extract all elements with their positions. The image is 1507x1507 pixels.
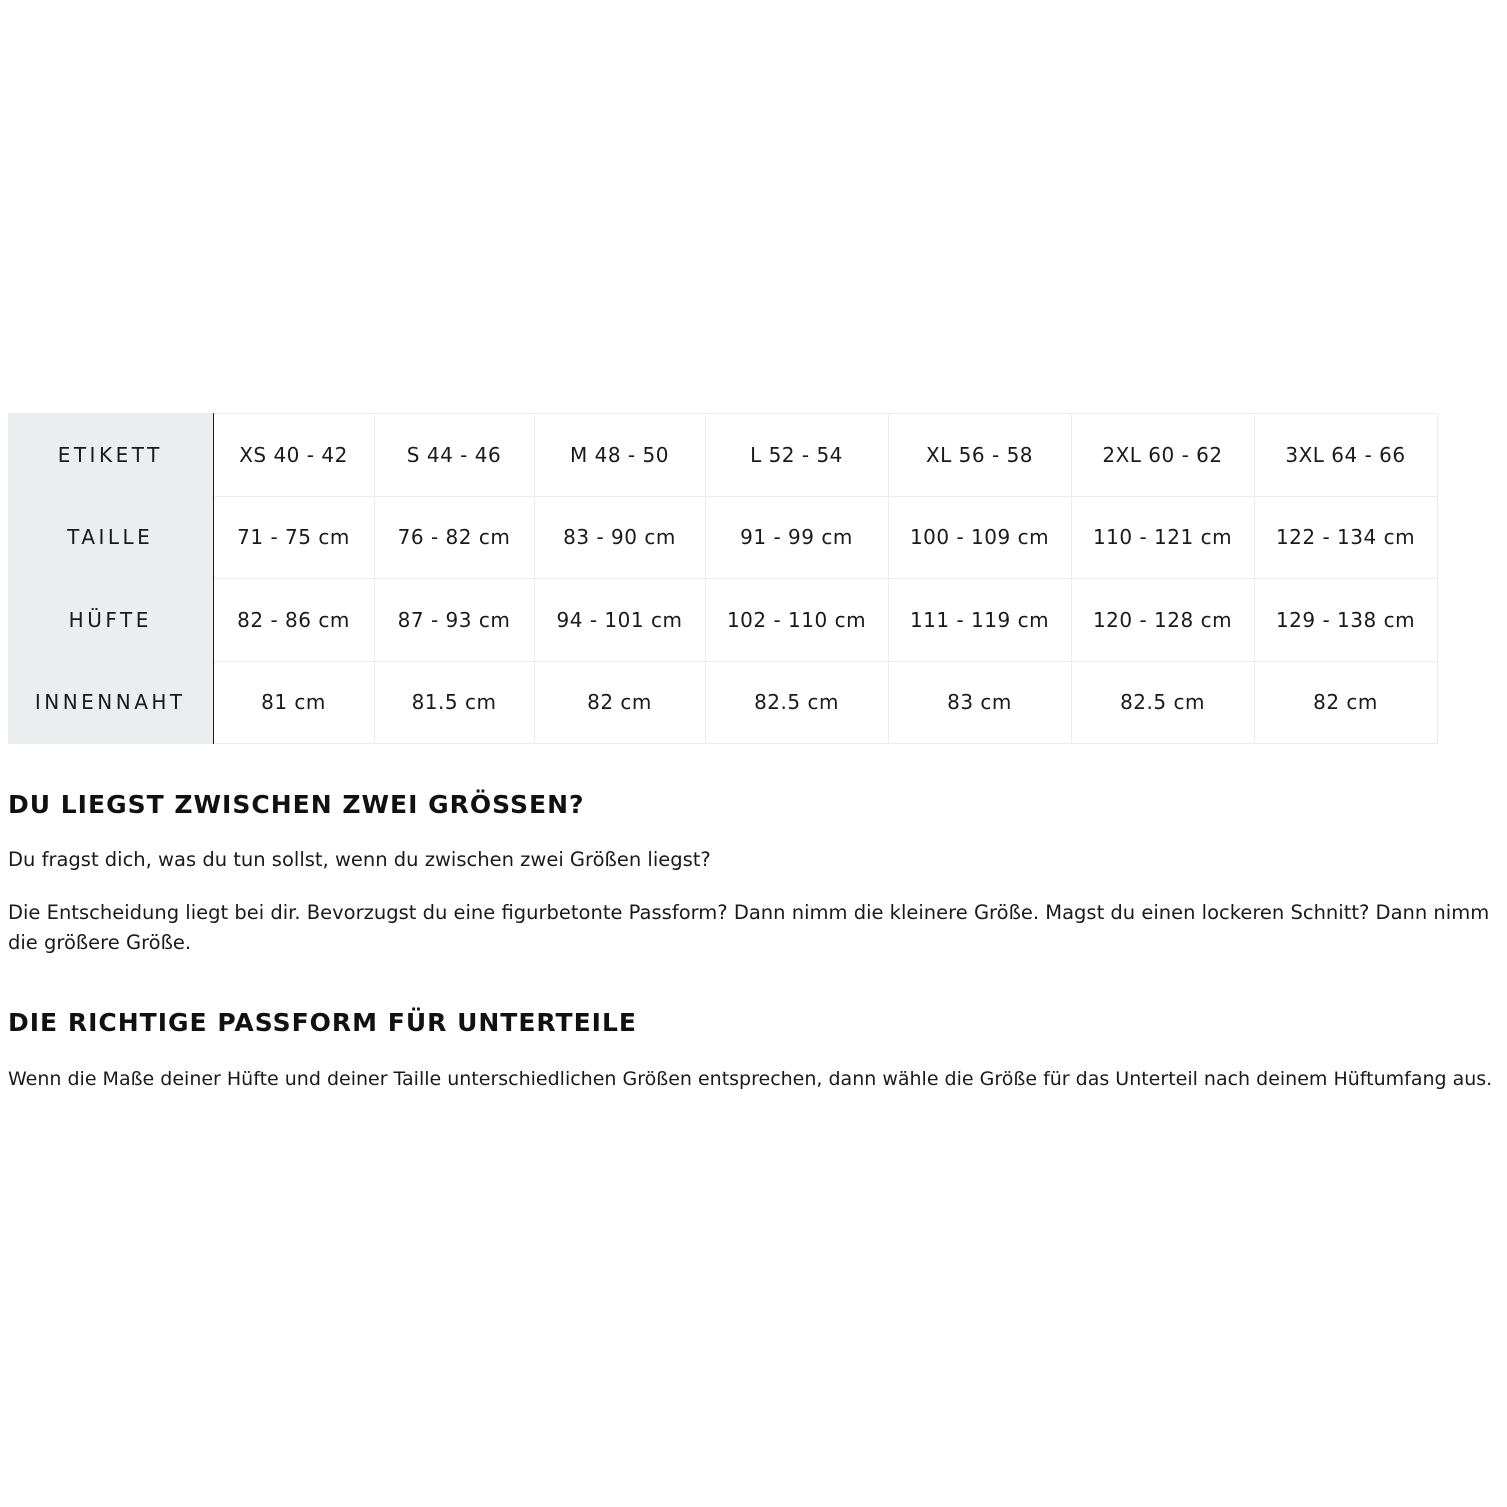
table-cell: 71 - 75 cm xyxy=(213,496,374,579)
table-cell: 82.5 cm xyxy=(705,661,888,744)
table-cell: 82 cm xyxy=(534,661,705,744)
table-cell: XL 56 - 58 xyxy=(888,414,1071,497)
table-row-taille xyxy=(8,496,1437,579)
size-chart-table xyxy=(8,413,1438,744)
table-cell: 94 - 101 cm xyxy=(534,579,705,662)
table-cell: 83 cm xyxy=(888,661,1071,744)
table-cell: 129 - 138 cm xyxy=(1254,579,1437,662)
table-cell: 111 - 119 cm xyxy=(888,579,1071,662)
table-row-huefte xyxy=(8,579,1437,662)
table-cell: M 48 - 50 xyxy=(534,414,705,497)
table-cell: XS 40 - 42 xyxy=(213,414,374,497)
table-cell: 122 - 134 cm xyxy=(1254,496,1437,579)
table-cell: S 44 - 46 xyxy=(374,414,534,497)
row-label-innennaht: INNENNAHT xyxy=(8,661,213,744)
row-label-etikett: ETIKETT xyxy=(8,414,213,497)
table-cell: 102 - 110 cm xyxy=(705,579,888,662)
table-cell: 110 - 121 cm xyxy=(1071,496,1254,579)
table-cell: 120 - 128 cm xyxy=(1071,579,1254,662)
table-row-innennaht xyxy=(8,661,1437,744)
table-cell: L 52 - 54 xyxy=(705,414,888,497)
table-cell: 83 - 90 cm xyxy=(534,496,705,579)
between-sizes-question: Du fragst dich, was du tun sollst, wenn du zwischen zwei Größen liegst? xyxy=(8,848,711,871)
table-cell: 82 cm xyxy=(1254,661,1437,744)
table-cell: 100 - 109 cm xyxy=(888,496,1071,579)
between-sizes-advice: Die Entscheidung liegt bei dir. Bevorzugst du eine figurbetonte Passform? Dann nimm die kleinere Größe. Magst du einen lockeren Schnitt? Dann nimm die größere Größe. xyxy=(8,901,1490,954)
table-cell: 81 cm xyxy=(213,661,374,744)
table-cell: 91 - 99 cm xyxy=(705,496,888,579)
table-cell: 3XL 64 - 66 xyxy=(1254,414,1437,497)
table-cell: 82 - 86 cm xyxy=(213,579,374,662)
bottoms-fit-text: Wenn die Maße deiner Hüfte und deiner Taille unterschiedlichen Größen entsprechen, dann wähle die Größe für das Unterteil nach deinem Hüftumfang aus. xyxy=(8,1068,1493,1090)
table-cell: 2XL 60 - 62 xyxy=(1071,414,1254,497)
table-row-etikett xyxy=(8,414,1437,497)
table-cell: 81.5 cm xyxy=(374,661,534,744)
table-cell: 82.5 cm xyxy=(1071,661,1254,744)
table-cell: 76 - 82 cm xyxy=(374,496,534,579)
between-sizes-heading: DU LIEGST ZWISCHEN ZWEI GRÖSSEN? xyxy=(8,790,585,819)
table-cell: 87 - 93 cm xyxy=(374,579,534,662)
row-label-taille: TAILLE xyxy=(8,496,213,579)
row-label-huefte: HÜFTE xyxy=(8,579,213,662)
bottoms-fit-heading: DIE RICHTIGE PASSFORM FÜR UNTERTEILE xyxy=(8,1008,637,1037)
